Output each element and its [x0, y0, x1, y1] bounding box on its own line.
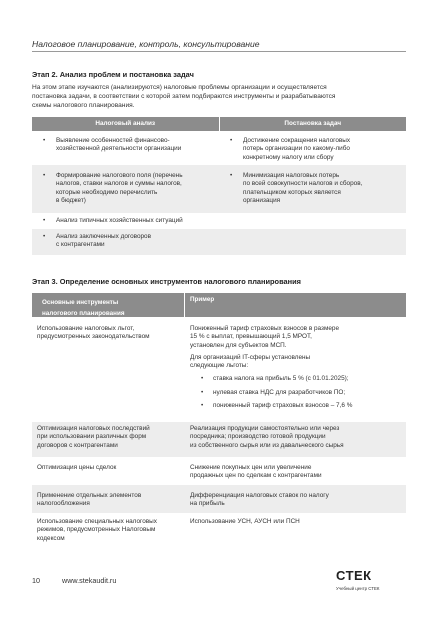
bullet-icon: • — [230, 137, 233, 144]
bullet-icon: • — [201, 402, 204, 410]
cell-line: режимов, предусмотренных Налоговым — [37, 526, 156, 534]
list-item-text: пониженный тариф страховых взносов – 7,6 % — [213, 402, 353, 410]
cell-line: хозяйственной деятельности организации — [56, 145, 182, 153]
table-cell — [185, 322, 406, 422]
para-line: постановка задачи, в соответствии с которой затем подбираются инструменты и разрабатываются — [32, 92, 336, 100]
stage2-heading: Этап 2. Анализ проблем и постановка задач — [32, 70, 194, 79]
header-example: Пример — [190, 296, 215, 303]
table-cell — [32, 233, 219, 255]
cell-line: продажных цен по сделкам с контрагентами — [190, 472, 322, 480]
cell-line: Дифференциация налоговых ставок по налогу — [190, 492, 329, 499]
cell-line: Снижение покупных цен или увеличение — [190, 464, 312, 471]
logo-text: СТЕК — [336, 568, 372, 583]
cell-line: Использование налоговых льгот, — [37, 325, 135, 332]
cell-line: установлен для субъектов МСП. — [190, 341, 287, 349]
table-cell — [185, 515, 406, 547]
cell-line: потерь организации по какому-либо — [243, 145, 350, 153]
cell-line: следующие льготы: — [190, 362, 249, 370]
analysis-table — [32, 117, 406, 255]
table-row — [32, 485, 406, 513]
list-item — [190, 375, 401, 383]
header-task-setting: Постановка задач — [284, 120, 342, 127]
stek-logo — [336, 567, 406, 599]
table-header — [32, 117, 406, 131]
list-item — [190, 402, 401, 410]
table-cell — [185, 422, 406, 457]
cell-line: организация — [243, 196, 281, 204]
bullet-icon: • — [201, 388, 204, 396]
table-cell — [32, 515, 185, 547]
cell-line: договоров с контрагентами — [37, 441, 118, 449]
table-row — [32, 213, 406, 229]
list-item-text: нулевая ставка НДС для разработчиков ПО; — [213, 388, 346, 396]
cell-line: Реализация продукции самостоятельно или через — [190, 425, 340, 432]
cell-line: Минимизация налоговых потерь — [243, 172, 340, 179]
cell-line: Формирование налогового поля (перечень — [56, 172, 183, 179]
bullet-icon: • — [230, 172, 233, 179]
cell-line: Анализ типичных хозяйственных ситуаций — [56, 217, 183, 224]
footer-url: www.stekaudit.ru — [62, 576, 117, 585]
cell-line: при использовании различных форм — [37, 433, 147, 441]
list-item — [190, 389, 401, 397]
cell-line: конкретному налогу или сбору — [243, 153, 334, 161]
table-header — [32, 293, 406, 317]
cell-line: Использование УСН, АУСН или ПСН — [190, 518, 300, 525]
table-row — [32, 457, 406, 485]
para-line: схемы налогового планирования. — [32, 101, 135, 109]
cell-line: налогообложения — [37, 500, 90, 508]
table-row — [32, 165, 406, 213]
table-row — [32, 422, 406, 457]
cell-line: которые необходимо перечислить — [56, 188, 158, 196]
cell-line: кодексом — [37, 534, 65, 542]
cell-line: по всей совокупности налогов и сборов, — [243, 180, 363, 188]
cell-line: Оптимизация налоговых последствий — [37, 425, 150, 432]
cell-line: в бюджет) — [56, 196, 86, 204]
cell-line: Применение отдельных элементов — [37, 492, 142, 499]
table-cell — [32, 461, 185, 485]
table-cell — [219, 217, 406, 229]
running-header: Налоговое планирование, контроль, консультирование — [32, 39, 260, 49]
header-tax-analysis: Налоговый анализ — [32, 117, 220, 131]
cell-line: Анализ заключенных договоров — [56, 233, 151, 240]
header-instruments — [32, 293, 185, 317]
header-rule — [32, 51, 406, 52]
table-cell — [219, 233, 406, 255]
cell-line: Достижение сокращения налоговых — [243, 137, 351, 144]
table-row — [32, 513, 406, 547]
table-cell — [32, 217, 219, 229]
table-cell — [32, 422, 185, 457]
table-cell — [185, 461, 406, 485]
bullet-icon: • — [43, 217, 46, 224]
page-number: 10 — [32, 576, 40, 585]
bullet-icon: • — [43, 233, 46, 240]
table-row — [32, 317, 406, 422]
cell-line: Для организаций IT-сферы установлены — [190, 353, 311, 361]
cell-line: налогов, ставки налогов и суммы налогов, — [56, 180, 182, 188]
table-row — [32, 131, 406, 165]
table-cell — [185, 489, 406, 513]
table-cell — [219, 172, 406, 213]
list-item-text: ставка налога на прибыль 5 % (с 01.01.2025); — [213, 375, 349, 383]
table-cell — [32, 489, 185, 513]
bullet-icon: • — [43, 172, 46, 179]
bullet-icon: • — [201, 375, 204, 383]
cell-line: плательщиком которых является — [243, 188, 341, 196]
cell-line: из собственного сырья или из давальческого сырья — [190, 441, 344, 449]
cell-line: Использование специальных налоговых — [37, 518, 157, 525]
instruments-table — [32, 293, 406, 547]
cell-line: 15 % с выплат, превышающий 1,5 МРОТ, — [190, 333, 312, 341]
table-cell — [32, 322, 185, 422]
cell-line: Оптимизация цены сделок — [37, 464, 117, 471]
cell-line: посредника; производство готовой продукции — [190, 433, 326, 441]
stage3-heading: Этап 3. Определение основных инструментов налогового планирования — [32, 277, 301, 286]
stage2-paragraph — [32, 84, 406, 110]
table-cell — [219, 137, 406, 165]
para-line: На этом этапе изучаются (анализируются) налоговые проблемы организации и осуществляется — [32, 84, 327, 91]
table-row — [32, 229, 406, 255]
header-line: налогового планирования — [42, 310, 125, 318]
cell-line: на прибыль — [190, 500, 225, 508]
header-line: Основные инструменты — [42, 299, 119, 306]
table-cell — [32, 137, 219, 165]
bullet-icon: • — [43, 137, 46, 144]
cell-line: предусмотренных законодательством — [37, 333, 150, 341]
table-cell — [32, 172, 219, 213]
cell-line: Выявление особенностей финансово- — [56, 137, 170, 144]
logo-subtitle: Учебный центр СТЕК — [336, 586, 380, 591]
cell-line: с контрагентами — [56, 241, 105, 249]
cell-line: Пониженный тариф страховых взносов в размере — [190, 325, 340, 332]
